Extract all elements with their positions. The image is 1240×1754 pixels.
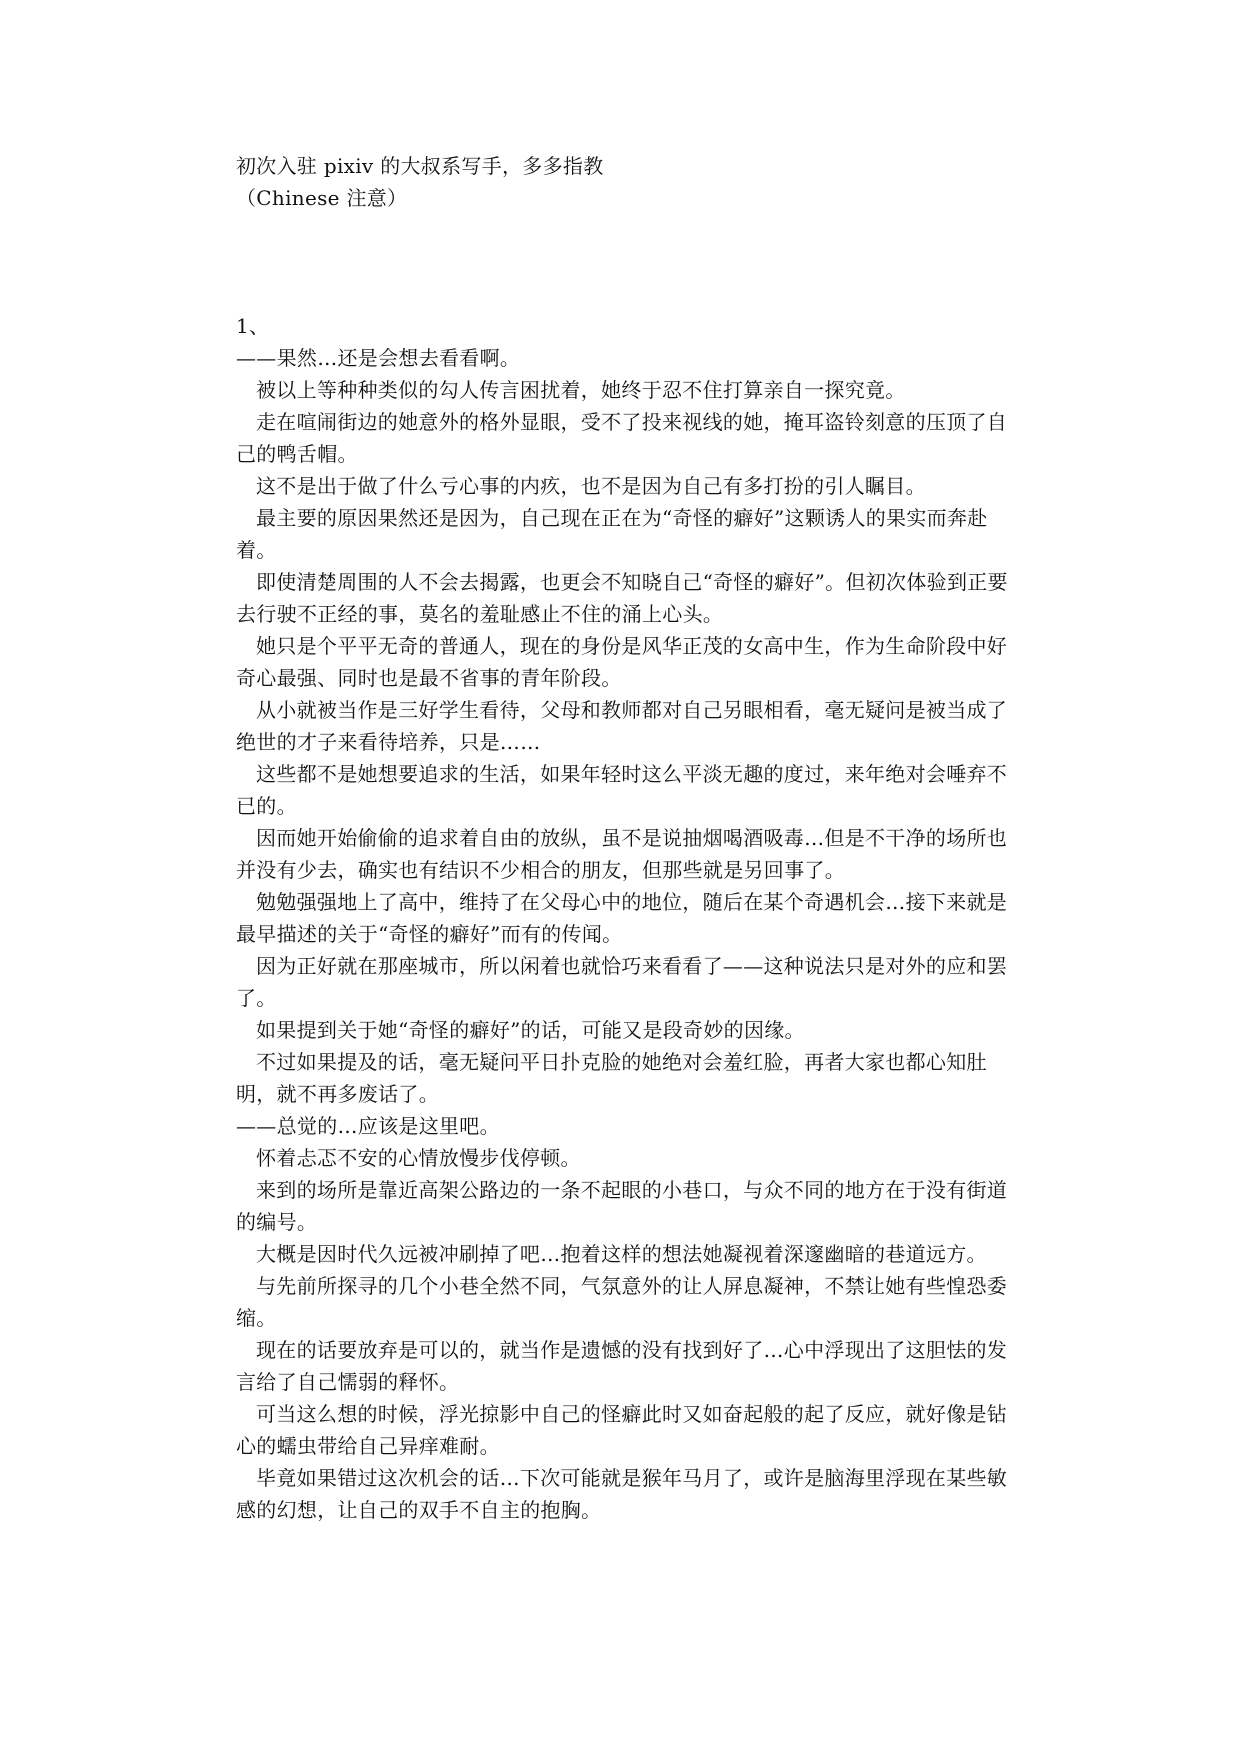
paragraph: 被以上等种种类似的勾人传言困扰着，她终于忍不住打算亲自一探究竟。 bbox=[256, 378, 906, 402]
language-warning: （Chinese 注意） bbox=[236, 186, 408, 210]
paragraph: 因而她开始偷偷的追求着自由的放纵，虽不是说抽烟喝酒吸毒…但是不干净的场所也并没有少去，确实也有结识不少相合的朋友，但那些就是另回事了。 bbox=[236, 826, 1008, 882]
paragraph: 大概是因时代久远被冲刷掉了吧…抱着这样的想法她凝视着深邃幽暗的巷道远方。 bbox=[256, 1242, 987, 1266]
document-body bbox=[236, 150, 1016, 1526]
paragraph: ——果然…还是会想去看看啊。 bbox=[236, 346, 521, 370]
chapter-heading: 1、 bbox=[236, 314, 270, 338]
paragraph: ——总觉的…应该是这里吧。 bbox=[236, 1114, 500, 1138]
paragraph: 走在喧闹街边的她意外的格外显眼，受不了投来视线的她，掩耳盗铃刻意的压顶了自己的鸭舌帽。 bbox=[236, 410, 1008, 466]
paragraph: 这些都不是她想要追求的生活，如果年轻时这么平淡无趣的度过，来年绝对会唾弃不已的。 bbox=[236, 762, 1008, 818]
paragraph: 可当这么想的时候，浮光掠影中自己的怪癖此时又如奋起般的起了反应，就好像是钻心的蠕虫带给自己异痒难耐。 bbox=[236, 1402, 1008, 1458]
paragraph: 勉勉强强地上了高中，维持了在父母心中的地位，随后在某个奇遇机会…接下来就是最早描述的关于“奇怪的癖好”而有的传闻。 bbox=[236, 890, 1008, 946]
paragraph: 她只是个平平无奇的普通人，现在的身份是风华正茂的女高中生，作为生命阶段中好奇心最强、同时也是最不省事的青年阶段。 bbox=[236, 634, 1008, 690]
paragraph: 毕竟如果错过这次机会的话…下次可能就是猴年马月了，或许是脑海里浮现在某些敏感的幻想，让自己的双手不自主的抱胸。 bbox=[236, 1466, 1008, 1522]
paragraph: 如果提到关于她“奇怪的癖好”的话，可能又是段奇妙的因缘。 bbox=[256, 1018, 805, 1042]
blank-space bbox=[236, 214, 1016, 310]
author-note: 初次入驻 pixiv 的大叔系写手，多多指教 bbox=[236, 154, 604, 178]
paragraph: 不过如果提及的话，毫无疑问平日扑克脸的她绝对会羞红脸，再者大家也都心知肚明，就不再多废话了。 bbox=[236, 1050, 987, 1106]
paragraph: 现在的话要放弃是可以的，就当作是遗憾的没有找到好了…心中浮现出了这胆怯的发言给了自己懦弱的释怀。 bbox=[236, 1338, 1008, 1394]
paragraph: 怀着忐忑不安的心情放慢步伐停顿。 bbox=[256, 1146, 581, 1170]
paragraph: 这不是出于做了什么亏心事的内疚，也不是因为自己有多打扮的引人瞩目。 bbox=[256, 474, 926, 498]
paragraph: 即使清楚周围的人不会去揭露，也更会不知晓自己“奇怪的癖好”。但初次体验到正要去行驶不正经的事，莫名的羞耻感止不住的涌上心头。 bbox=[236, 570, 1008, 626]
paragraph: 因为正好就在那座城市，所以闲着也就恰巧来看看了——这种说法只是对外的应和罢了。 bbox=[236, 954, 1008, 1010]
paragraph: 与先前所探寻的几个小巷全然不同，气氛意外的让人屏息凝神，不禁让她有些惶恐委缩。 bbox=[236, 1274, 1008, 1330]
paragraph: 最主要的原因果然还是因为，自己现在正在为“奇怪的癖好”这颗诱人的果实而奔赴着。 bbox=[236, 506, 988, 562]
paragraph: 从小就被当作是三好学生看待，父母和教师都对自己另眼相看，毫无疑问是被当成了绝世的才子来看待培养，只是…… bbox=[236, 698, 1008, 754]
paragraph: 来到的场所是靠近高架公路边的一条不起眼的小巷口，与众不同的地方在于没有街道的编号。 bbox=[236, 1178, 1008, 1234]
